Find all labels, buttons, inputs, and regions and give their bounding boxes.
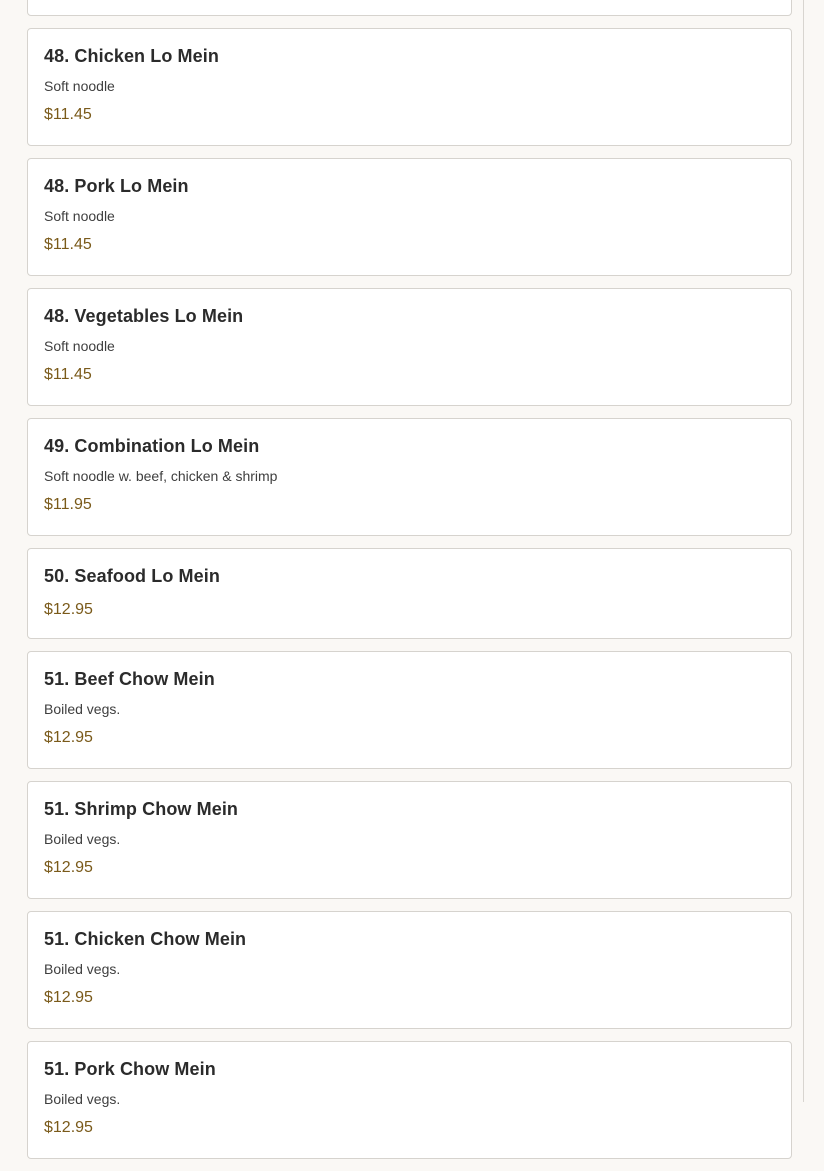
menu-item-name: 48. Vegetables Lo Mein (44, 306, 244, 326)
menu-item-price: $12.95 (44, 989, 93, 1006)
menu-item-card[interactable] (27, 651, 792, 769)
menu-item-price: $11.95 (44, 496, 92, 513)
menu-item-price: $11.45 (44, 236, 92, 253)
menu-item-name: 51. Shrimp Chow Mein (44, 799, 239, 819)
menu-item-price: $12.95 (44, 729, 93, 746)
menu-item-price: $12.95 (44, 859, 93, 876)
menu-item-description: Boiled vegs. (44, 1091, 121, 1107)
menu-item-description: Soft noodle (44, 338, 115, 354)
menu-item-card[interactable] (27, 548, 792, 639)
menu-item-name: 51. Pork Chow Mein (44, 1059, 216, 1079)
menu-item-card[interactable] (27, 781, 792, 899)
menu-item-name: 51. Chicken Chow Mein (44, 929, 247, 949)
menu-item-name: 50. Seafood Lo Mein (44, 566, 220, 586)
menu-item-price: $11.45 (44, 366, 92, 383)
menu-item-name: 48. Pork Lo Mein (44, 176, 189, 196)
menu-item-card[interactable] (27, 28, 792, 146)
menu-item-description: Boiled vegs. (44, 961, 121, 977)
menu-item-card[interactable] (27, 1041, 792, 1159)
menu-item-description: Boiled vegs. (44, 831, 121, 847)
menu-item-price: $12.95 (44, 1119, 93, 1136)
menu-item-name: 48. Chicken Lo Mein (44, 46, 219, 66)
menu-item-description: Soft noodle (44, 78, 115, 94)
menu-item-price: $11.45 (44, 106, 92, 123)
menu-item-price: $12.95 (44, 601, 93, 618)
menu-item-description: Soft noodle w. beef, chicken & shrimp (44, 468, 278, 484)
menu-item-name: 49. Combination Lo Mein (44, 436, 260, 456)
menu-item-name: 51. Beef Chow Mein (44, 669, 215, 689)
menu-item-description: Soft noodle (44, 208, 115, 224)
menu-item-description: Boiled vegs. (44, 701, 121, 717)
menu-item-card[interactable] (27, 911, 792, 1029)
menu-item-list (27, 0, 792, 1171)
menu-item-card[interactable] (27, 158, 792, 276)
menu-item-card-partial[interactable] (27, 0, 792, 16)
menu-item-card[interactable] (27, 418, 792, 536)
menu-item-card[interactable] (27, 288, 792, 406)
